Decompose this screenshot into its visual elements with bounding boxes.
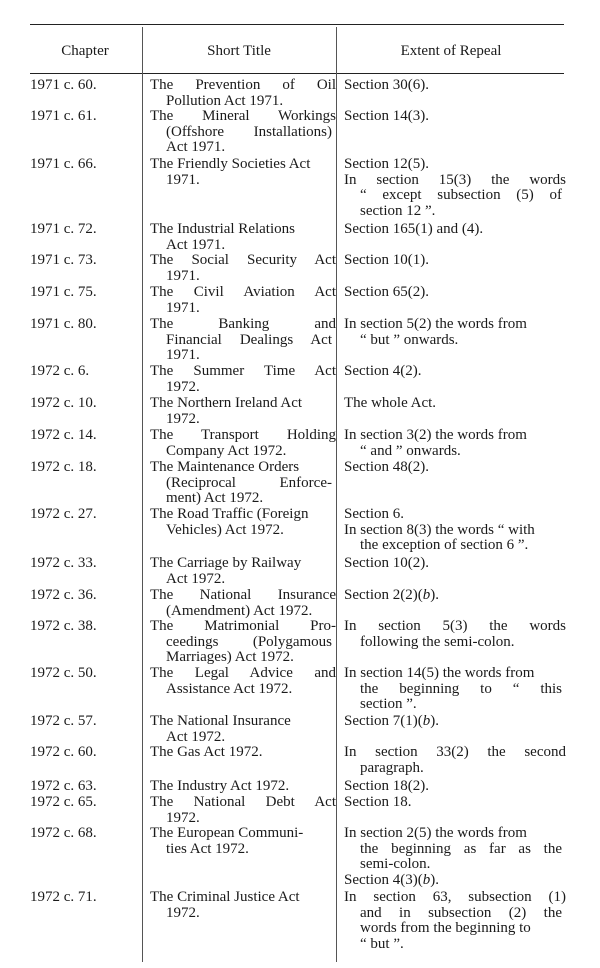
chapter-cell: 1972 c. 50. [30, 665, 97, 681]
chapter-cell: 1972 c. 63. [30, 778, 97, 794]
extent-cell: Section 12(5). In section 15(3) the words “ except subsection (5) of section 12 ”. [344, 156, 566, 219]
chapter-cell: 1971 c. 61. [30, 108, 97, 124]
short-title-cell: The Mineral Workings (Offshore Installations) Act 1971. [150, 108, 336, 155]
chapter-cell: 1972 c. 18. [30, 459, 97, 475]
extent-cell: Section 18(2). [344, 778, 429, 794]
short-title-cell: The Maintenance Orders (Reciprocal Enforce- ment) Act 1972. [150, 459, 332, 506]
short-title-cell: The Prevention of Oil Pollution Act 1971. [150, 77, 336, 109]
short-title-cell: The National Debt Act 1972. [150, 794, 336, 826]
chapter-cell: 1972 c. 10. [30, 395, 97, 411]
header-rule [30, 73, 564, 74]
extent-cell: In section 3(2) the words from “ and ” onwards. [344, 427, 527, 459]
extent-cell: Section 2(2)(b). [344, 587, 439, 603]
extent-cell: In section 63, subsection (1) and in subsection (2) the words from the beginning to “ but ”. [344, 889, 566, 952]
extent-cell: Section 10(1). [344, 252, 429, 268]
extent-cell: Section 65(2). [344, 284, 429, 300]
short-title-cell: The Road Traffic (Foreign Vehicles) Act 1972. [150, 506, 309, 538]
extent-cell: In section 33(2) the second paragraph. [344, 744, 566, 776]
extent-cell: The whole Act. [344, 395, 437, 411]
chapter-cell: 1971 c. 75. [30, 284, 97, 300]
chapter-cell: 1972 c. 68. [30, 825, 97, 841]
chapter-cell: 1972 c. 36. [30, 587, 97, 603]
extent-cell: In section 5(2) the words from “ but ” onwards. [344, 316, 527, 348]
extent-cell: Section 48(2). [344, 459, 429, 475]
header-chapter: Chapter [61, 43, 109, 59]
extent-cell: In section 5(3) the words following the semi-colon. [344, 618, 566, 650]
chapter-cell: 1972 c. 6. [30, 363, 90, 379]
top-rule [30, 24, 564, 25]
short-title-cell: The Matrimonial Pro- ceedings (Polygamous Marriages) Act 1972. [150, 618, 336, 665]
short-title-cell: The Banking and Financial Dealings Act 1971. [150, 316, 336, 363]
column-divider [336, 27, 337, 962]
header-extent-of-repeal: Extent of Repeal [400, 43, 502, 59]
short-title-cell: The Criminal Justice Act 1972. [150, 889, 300, 921]
short-title-cell: The Summer Time Act 1972. [150, 363, 336, 395]
short-title-cell: The Carriage by Railway Act 1972. [150, 555, 302, 587]
chapter-cell: 1972 c. 57. [30, 713, 97, 729]
chapter-cell: 1972 c. 60. [30, 744, 97, 760]
extent-cell: Section 10(2). [344, 555, 429, 571]
short-title-cell: The Friendly Societies Act 1971. [150, 156, 311, 188]
chapter-cell: 1971 c. 66. [30, 156, 97, 172]
short-title-cell: The Industry Act 1972. [150, 778, 290, 794]
short-title-cell: The Industrial Relations Act 1971. [150, 221, 295, 253]
chapter-cell: 1972 c. 71. [30, 889, 97, 905]
short-title-cell: The National Insurance (Amendment) Act 1972. [150, 587, 336, 619]
extent-cell: In section 2(5) the words from the beginning as far as the semi-colon. Section 4(3)(b). [344, 825, 562, 888]
extent-cell: Section 4(2). [344, 363, 422, 379]
chapter-cell: 1972 c. 65. [30, 794, 97, 810]
chapter-cell: 1971 c. 73. [30, 252, 97, 268]
extent-cell: Section 18. [344, 794, 412, 810]
chapter-cell: 1972 c. 27. [30, 506, 97, 522]
extent-cell: Section 7(1)(b). [344, 713, 439, 729]
extent-cell: Section 30(6). [344, 77, 429, 93]
extent-cell: Section 14(3). [344, 108, 429, 124]
short-title-cell: The National Insurance Act 1972. [150, 713, 291, 745]
extent-cell: In section 14(5) the words from the beginning to “ this section ”. [344, 665, 562, 712]
chapter-cell: 1971 c. 72. [30, 221, 97, 237]
short-title-cell: The Legal Advice and Assistance Act 1972. [150, 665, 336, 697]
chapter-cell: 1972 c. 38. [30, 618, 97, 634]
chapter-cell: 1971 c. 60. [30, 77, 97, 93]
short-title-cell: The European Communi- ties Act 1972. [150, 825, 304, 857]
short-title-cell: The Gas Act 1972. [150, 744, 263, 760]
short-title-cell: The Civil Aviation Act 1971. [150, 284, 336, 316]
extent-cell: Section 6. In section 8(3) the words “ with the exception of section 6 ”. [344, 506, 535, 553]
header-short-title: Short Title [207, 43, 271, 59]
chapter-cell: 1972 c. 14. [30, 427, 97, 443]
column-divider [142, 27, 143, 962]
short-title-cell: The Social Security Act 1971. [150, 252, 336, 284]
extent-cell: Section 165(1) and (4). [344, 221, 484, 237]
short-title-cell: The Northern Ireland Act 1972. [150, 395, 303, 427]
chapter-cell: 1972 c. 33. [30, 555, 97, 571]
short-title-cell: The Transport Holding Company Act 1972. [150, 427, 336, 459]
chapter-cell: 1971 c. 80. [30, 316, 97, 332]
